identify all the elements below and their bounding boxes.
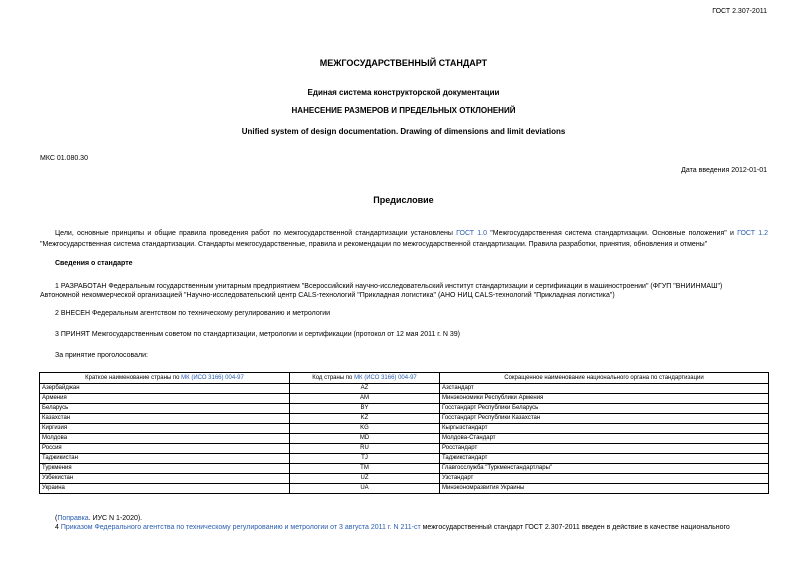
countries-table	[39, 372, 769, 494]
effective-date: Дата введения 2012-01-01	[681, 167, 767, 174]
developed-line-2: Автономной некоммерческой организацией "Научно-исследовательский центр CALS-технологий "Прикладная логистика" (АНО НИЦ CALS-технологий "Прикладная логистика")	[40, 292, 615, 299]
foreword-paragraph: Цели, основные принципы и общие правила проведения работ по межгосударственной стандартизации установлены ГОСТ 1.0 "Межгосударственная система стандартизации. Основные положения" и ГОСТ 1.2 "Межгосударственная система стандартизации. Стандарты межгосударственные, правила и рекомендации по межгосударственной стандартизации. Правила разработки, принятия, обновления и отмены"	[40, 230, 768, 248]
order-link[interactable]: Приказом Федерального агентства по техническому регулированию и метрологии от 3 августа 2011 г. N 211-ст	[60, 524, 421, 531]
col-country-header: Краткое наименование страны по МК (ИСО 3166) 004-97	[40, 373, 290, 384]
standard-type: МЕЖГОСУДАРСТВЕННЫЙ СТАНДАРТ	[319, 58, 488, 68]
table-row: Узбекистан UZ Узстандарт	[40, 474, 769, 484]
table-row: Беларусь BY Госстандарт Республики Беларусь	[40, 404, 769, 414]
voted-line: За принятие проголосовали:	[55, 352, 148, 359]
table-row: Молдова MD Молдова-Стандарт	[40, 434, 769, 444]
table-row: Азербайджан AZ Азстандарт	[40, 384, 769, 394]
table-row: Киргизия KG Кыргызстандарт	[40, 424, 769, 434]
title-en: Unified system of design documentation. Drawing of dimensions and limit deviations	[241, 127, 566, 136]
standard-code: ГОСТ 2.307-2011	[712, 8, 767, 15]
table-row: Таджикистан TJ Таджикстандарт	[40, 454, 769, 464]
gost-1-0-link[interactable]: ГОСТ 1.0	[456, 230, 488, 237]
table-header-row	[40, 373, 769, 384]
system-name: Единая система конструкторской документации	[307, 88, 500, 97]
table-row: Украина UA Минэкономразвития Украины	[40, 484, 769, 494]
table-row: Туркмения TM Главгосслужба "Туркменстандартлары"	[40, 464, 769, 474]
foreword-heading: Предисловие	[373, 195, 434, 205]
col-body-header: Сокращенное наименование национального органа по стандартизации	[440, 373, 769, 384]
table-row: Россия RU Росстандарт	[40, 444, 769, 454]
introduced-line: 2 ВНЕСЕН Федеральным агентством по техническому регулированию и метрологии	[55, 310, 331, 317]
mks-code: МКС 01.080.30	[40, 155, 88, 162]
col-code-header: Код страны по МК (ИСО 3166) 004-97	[290, 373, 440, 384]
table-row: Казахстан KZ Госстандарт Республики Казахстан	[40, 414, 769, 424]
info-heading: Сведения о стандарте	[55, 260, 133, 267]
order-paragraph: 4 Приказом Федерального агентства по техническому регулированию и метрологии от 3 августа 2011 г. N 211-ст межгосударственный стандарт ГОСТ 2.307-2011 введен в действие в качестве национального	[55, 524, 730, 531]
title-ru: НАНЕСЕНИЕ РАЗМЕРОВ И ПРЕДЕЛЬНЫХ ОТКЛОНЕНИЙ	[291, 106, 516, 115]
mk-iso-link[interactable]: МК (ИСО 3166) 004-97	[181, 374, 244, 381]
amendment-link[interactable]: Поправка	[57, 515, 89, 522]
table-row: Армения AM Минэкономики Республики Армения	[40, 394, 769, 404]
mk-iso-link[interactable]: МК (ИСО 3166) 004-97	[354, 374, 417, 381]
adopted-line: 3 ПРИНЯТ Межгосударственным советом по стандартизации, метрологии и сертификации (протокол от 12 мая 2011 г. N 39)	[55, 331, 461, 338]
gost-1-2-link[interactable]: ГОСТ 1.2	[737, 230, 768, 237]
amendment-note: (Поправка. ИУС N 1-2020).	[55, 515, 143, 522]
developed-line-1: 1 РАЗРАБОТАН Федеральным государственным унитарным предприятием "Всероссийский научно-исследовательский институт стандартизации и сертификации в машиностроении" (ФГУП "ВНИИНМАШ")	[55, 283, 723, 290]
